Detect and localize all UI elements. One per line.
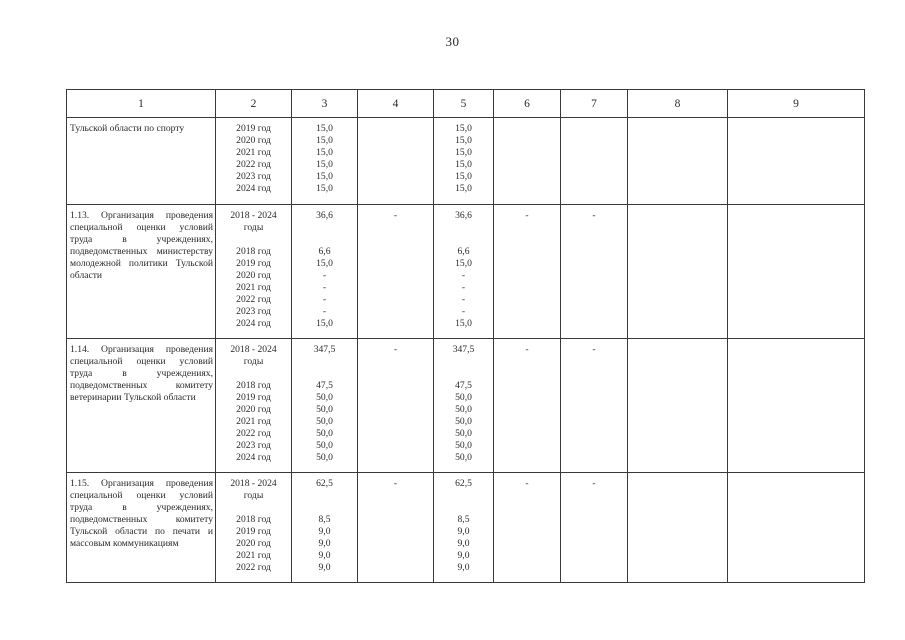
amount-col4-cell — [358, 473, 434, 583]
amount-col5-value: 15,0 — [455, 183, 472, 194]
page-number: 30 — [445, 34, 460, 49]
measure-description: 1.15. Организация проведения специальной оценки условий труда в учреждениях, подведомственных комитету Тульской области по печати и массовым коммуникациям — [70, 478, 213, 549]
column-9-cell — [728, 339, 865, 473]
amount-col5-cell — [434, 205, 494, 339]
column-8-cell — [628, 473, 728, 583]
period-value: 2018 - 2024 — [230, 478, 277, 489]
amount-col7-cell — [561, 473, 628, 583]
amount-col3-value — [292, 368, 357, 380]
amount-col3-value: 50,0 — [316, 392, 333, 403]
column-9-cell — [728, 118, 865, 205]
amount-col5-value — [434, 356, 493, 368]
amount-col3-value: 47,5 — [316, 380, 333, 391]
amount-col3-value — [292, 490, 357, 502]
period-value: 2018 - 2024 — [230, 344, 277, 355]
period-value: 2023 год — [236, 306, 271, 317]
amount-col3-value: 15,0 — [316, 147, 333, 158]
amount-col5-value: 62,5 — [455, 478, 472, 489]
amount-col5-cell — [434, 339, 494, 473]
amount-col5-value: 50,0 — [455, 416, 472, 427]
amount-col3-value: 9,0 — [318, 526, 331, 537]
amount-col5-value: 36,6 — [455, 210, 472, 221]
period-value: 2024 год — [236, 452, 271, 463]
amount-col4-value: - — [393, 210, 398, 221]
amount-col5-value: 6,6 — [457, 246, 470, 257]
measure-description-cell — [67, 339, 216, 473]
amount-col5-value: 9,0 — [457, 550, 470, 561]
table-row — [67, 118, 865, 205]
amount-col3-value: 50,0 — [316, 404, 333, 415]
amount-col7-value: - — [592, 210, 596, 221]
period-value: годы — [243, 490, 264, 501]
amount-col3-value: 50,0 — [316, 440, 333, 451]
amount-col4-cell — [358, 339, 434, 473]
amount-col5-cell — [434, 118, 494, 205]
amount-col5-value: 8,5 — [457, 514, 470, 525]
period-cell — [216, 339, 292, 473]
column-header-9: 9 — [728, 90, 865, 118]
amount-col5-value — [434, 502, 493, 514]
amount-col3-value: 15,0 — [316, 171, 333, 182]
column-header-1: 1 — [67, 90, 216, 118]
amount-col3-value — [292, 356, 357, 368]
amount-col7-cell — [561, 118, 628, 205]
measure-description-cell — [67, 118, 216, 205]
amount-col3-value: - — [322, 270, 327, 281]
amount-col3-value: 50,0 — [316, 452, 333, 463]
amount-col3-value: 50,0 — [316, 428, 333, 439]
amount-col3-value: - — [322, 282, 327, 293]
period-cell — [216, 473, 292, 583]
amount-col5-value: 50,0 — [455, 392, 472, 403]
period-value: 2023 год — [236, 440, 271, 451]
amount-col3-value: 6,6 — [318, 246, 331, 257]
amount-col5-value: 15,0 — [455, 123, 472, 134]
amount-col4-value: - — [393, 478, 398, 489]
amount-col5-value: - — [461, 306, 466, 317]
amount-col5-value: 15,0 — [455, 171, 472, 182]
amount-col3-cell — [292, 118, 358, 205]
amount-col3-cell — [292, 339, 358, 473]
period-value: 2023 год — [236, 171, 271, 182]
amount-col3-value — [292, 234, 357, 246]
amount-col5-value: 15,0 — [455, 318, 472, 329]
measure-description-cell — [67, 205, 216, 339]
table-row — [67, 205, 865, 339]
column-8-cell — [628, 118, 728, 205]
amount-col3-value: 15,0 — [316, 183, 333, 194]
amount-col7-cell — [561, 205, 628, 339]
amount-col5-value: - — [461, 282, 466, 293]
amount-col5-value: 50,0 — [455, 440, 472, 451]
header-row — [67, 90, 865, 118]
period-cell — [216, 118, 292, 205]
amount-col3-value: 62,5 — [316, 478, 333, 489]
amount-col3-value: 15,0 — [316, 258, 333, 269]
amount-col6-cell — [494, 205, 561, 339]
amount-col3-value: 8,5 — [318, 514, 331, 525]
column-header-5: 5 — [434, 90, 494, 118]
amount-col4-cell — [358, 205, 434, 339]
period-value: 2020 год — [236, 538, 271, 549]
amount-col3-value: 9,0 — [318, 550, 331, 561]
amount-col6-value: - — [525, 344, 529, 355]
amount-col5-value: 9,0 — [457, 562, 470, 573]
measure-description: Тульской области по спорту — [70, 123, 185, 134]
period-value: 2022 год — [236, 428, 271, 439]
period-value: 2020 год — [236, 404, 271, 415]
amount-col6-cell — [494, 339, 561, 473]
amount-col3-value — [292, 502, 357, 514]
amount-col3-value — [292, 222, 357, 234]
period-value: 2019 год — [236, 392, 271, 403]
period-value: 2024 год — [236, 318, 271, 329]
period-value: 2021 год — [236, 282, 271, 293]
measure-description: 1.13. Организация проведения специальной оценки условий труда в учреждениях, подведомственных министерству молодежной политики Тульской области — [70, 210, 213, 281]
period-value — [216, 234, 291, 246]
period-value: 2018 - 2024 — [230, 210, 277, 221]
period-value: 2021 год — [236, 550, 271, 561]
period-value: 2024 год — [236, 183, 271, 194]
amount-col7-cell — [561, 339, 628, 473]
amount-col5-cell — [434, 473, 494, 583]
amount-col5-value — [434, 234, 493, 246]
table-row — [67, 339, 865, 473]
column-header-3: 3 — [292, 90, 358, 118]
amount-col3-value: 15,0 — [316, 159, 333, 170]
period-value: 2018 год — [236, 514, 271, 525]
amount-col5-value: 15,0 — [455, 135, 472, 146]
period-value: 2020 год — [236, 270, 271, 281]
period-value: 2022 год — [236, 562, 271, 573]
amount-col3-cell — [292, 473, 358, 583]
period-value: годы — [243, 356, 264, 367]
amount-col5-value: 9,0 — [457, 526, 470, 537]
amount-col3-value: 15,0 — [316, 123, 333, 134]
period-value: 2019 год — [236, 123, 271, 134]
amount-col5-value: 15,0 — [455, 258, 472, 269]
amount-col5-value: 50,0 — [455, 428, 472, 439]
column-8-cell — [628, 205, 728, 339]
period-cell — [216, 205, 292, 339]
amount-col6-cell — [494, 118, 561, 205]
amount-col5-value: 50,0 — [455, 452, 472, 463]
amount-col3-value: 50,0 — [316, 416, 333, 427]
amount-col3-value: 36,6 — [316, 210, 333, 221]
amount-col7-value: - — [592, 478, 596, 489]
period-value: 2019 год — [236, 526, 271, 537]
column-header-2: 2 — [216, 90, 292, 118]
amount-col3-value: - — [322, 294, 327, 305]
column-9-cell — [728, 205, 865, 339]
period-value: 2021 год — [236, 416, 271, 427]
period-value: 2020 год — [236, 135, 271, 146]
amount-col3-value: 15,0 — [316, 318, 333, 329]
period-value: 2018 год — [236, 246, 271, 257]
measure-description: 1.14. Организация проведения специальной оценки условий труда в учреждениях, подведомственных комитету ветеринарии Тульской области — [70, 344, 213, 403]
column-header-7: 7 — [561, 90, 628, 118]
amount-col5-value: 9,0 — [457, 538, 470, 549]
period-value: 2022 год — [236, 294, 271, 305]
amount-col3-value: 9,0 — [318, 562, 331, 573]
period-value: 2018 год — [236, 380, 271, 391]
amount-col5-value: 50,0 — [455, 404, 472, 415]
amount-col3-value: 347,5 — [313, 344, 336, 355]
amount-col5-value: 15,0 — [455, 147, 472, 158]
measure-description-cell — [67, 473, 216, 583]
column-8-cell — [628, 339, 728, 473]
amount-col5-value: 347,5 — [452, 344, 475, 355]
amount-col3-cell — [292, 205, 358, 339]
period-value: годы — [243, 222, 264, 233]
amount-col4-cell — [358, 118, 434, 205]
amount-col3-value: 15,0 — [316, 135, 333, 146]
amount-col6-cell — [494, 473, 561, 583]
amount-col5-value: - — [461, 294, 466, 305]
period-value — [216, 502, 291, 514]
amount-col4-value: - — [393, 344, 398, 355]
funding-table — [66, 89, 865, 583]
column-header-6: 6 — [494, 90, 561, 118]
period-value: 2019 год — [236, 258, 271, 269]
amount-col5-value — [434, 490, 493, 502]
amount-col6-value: - — [525, 478, 529, 489]
period-value: 2022 год — [236, 159, 271, 170]
amount-col5-value: - — [461, 270, 466, 281]
amount-col3-value: - — [322, 306, 327, 317]
table-row — [67, 473, 865, 583]
amount-col5-value — [434, 368, 493, 380]
column-header-8: 8 — [628, 90, 728, 118]
period-value — [216, 368, 291, 380]
amount-col5-value — [434, 222, 493, 234]
column-9-cell — [728, 473, 865, 583]
amount-col7-value: - — [592, 344, 596, 355]
amount-col6-value: - — [525, 210, 529, 221]
column-header-4: 4 — [358, 90, 434, 118]
amount-col5-value: 15,0 — [455, 159, 472, 170]
period-value: 2021 год — [236, 147, 271, 158]
amount-col3-value: 9,0 — [318, 538, 331, 549]
amount-col5-value: 47,5 — [455, 380, 472, 391]
